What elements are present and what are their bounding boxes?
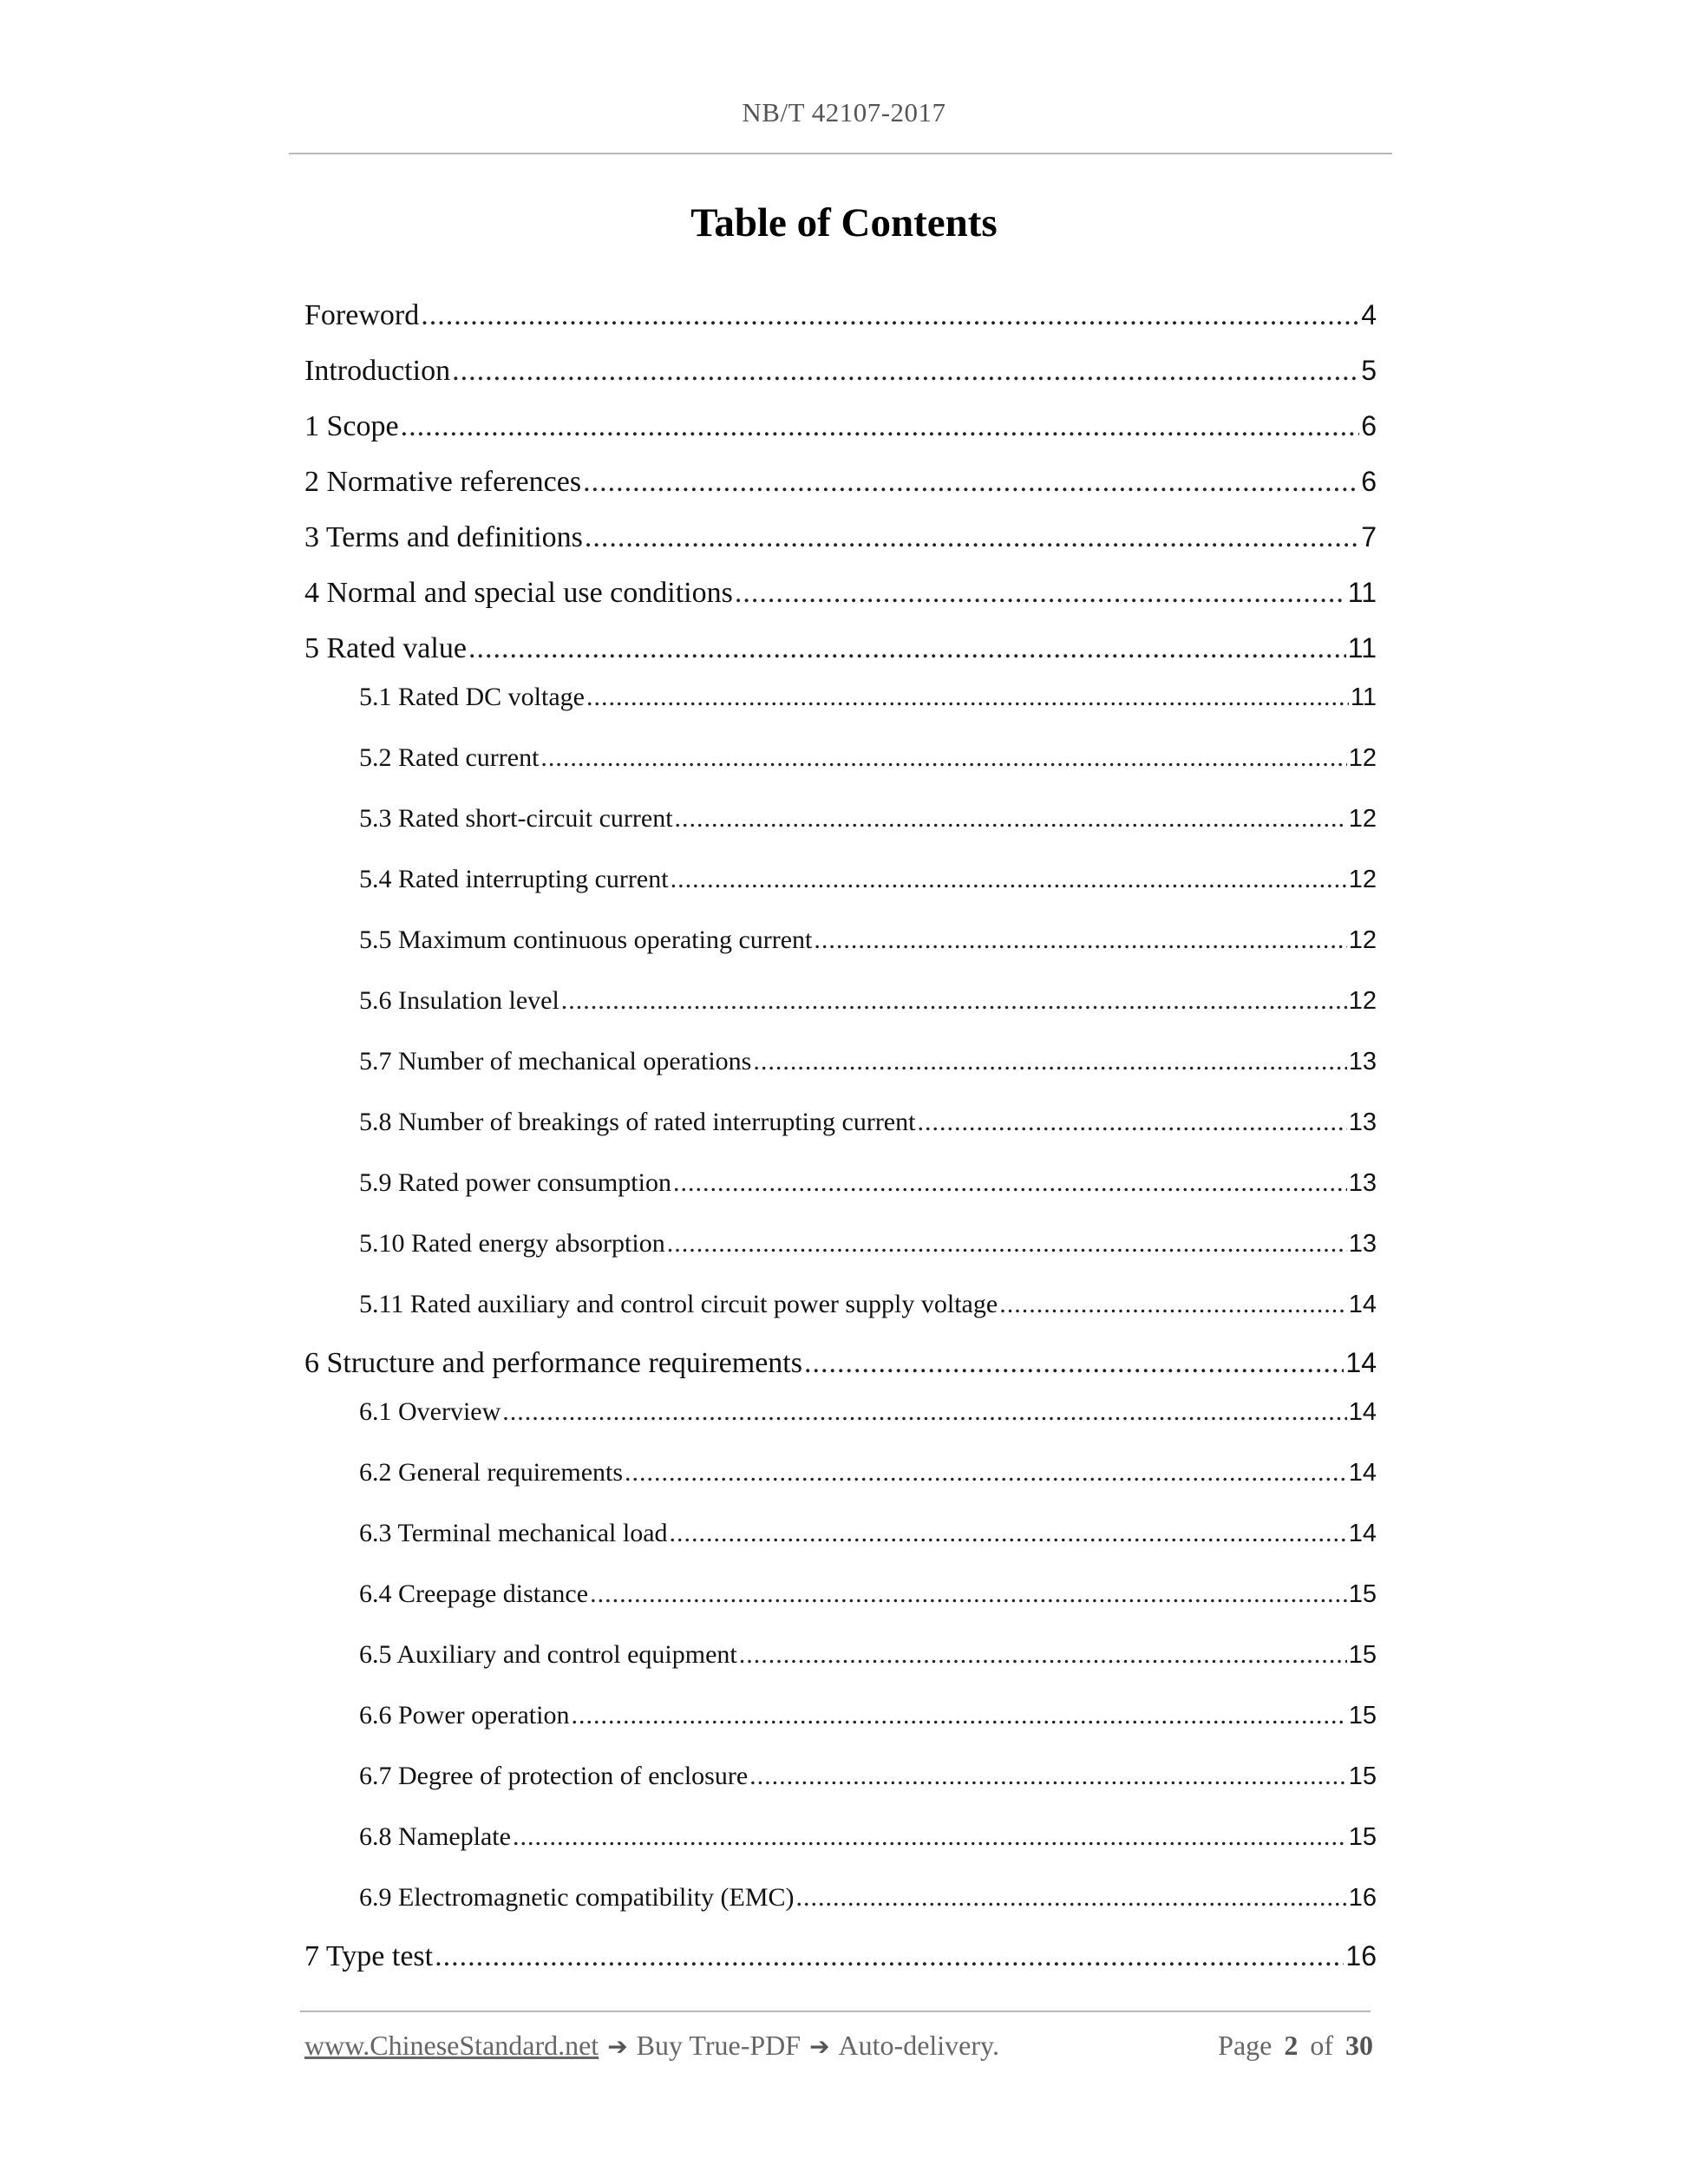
total-pages-number: 30 <box>1345 2030 1373 2061</box>
toc-page-number: 12 <box>1348 805 1377 833</box>
toc-entry[interactable] <box>304 355 1377 388</box>
page-number <box>1218 2030 1373 2062</box>
toc-entry-label: 2 Normative references <box>304 466 582 498</box>
toc-entry[interactable] <box>304 632 1377 665</box>
toc-dot-leader <box>670 1519 1347 1548</box>
toc-subentry[interactable] <box>359 1397 1377 1427</box>
toc-entry-label: 6.6 Power operation <box>359 1701 570 1730</box>
toc-subentry[interactable] <box>359 1640 1377 1670</box>
toc-entry-label: 5.9 Rated power consumption <box>359 1168 671 1197</box>
toc-subentry[interactable] <box>359 1822 1377 1852</box>
toc-page-number: 12 <box>1348 866 1377 893</box>
toc-entry-label: 5.3 Rated short-circuit current <box>359 804 673 833</box>
toc-entry-label: 6.5 Auxiliary and control equipment <box>359 1640 737 1669</box>
toc-page-number: 11 <box>1347 632 1377 664</box>
toc-subentry[interactable] <box>359 804 1377 834</box>
toc-page-number: 13 <box>1348 1108 1377 1136</box>
toc-entry-label: 5.8 Number of breakings of rated interrupting current <box>359 1108 916 1136</box>
toc-page-number: 6 <box>1361 466 1377 497</box>
toc-entry-label: 6.2 General requirements <box>359 1458 624 1487</box>
toc-page-number: 11 <box>1350 683 1377 711</box>
toc-page-number: 15 <box>1348 1702 1377 1730</box>
buy-true-pdf-text: Buy True-PDF <box>636 2030 801 2061</box>
toc-entry-label: 6.7 Degree of protection of enclosure <box>359 1762 749 1790</box>
toc-dot-leader <box>625 1458 1347 1488</box>
toc-dot-leader <box>585 521 1359 554</box>
toc-page-number: 15 <box>1348 1580 1377 1608</box>
toc-subentry[interactable] <box>359 1579 1377 1609</box>
toc-subentry[interactable] <box>359 683 1377 712</box>
toc-subentry[interactable] <box>359 1458 1377 1488</box>
toc-subentry[interactable] <box>359 1519 1377 1548</box>
toc-dot-leader <box>540 743 1346 773</box>
toc-dot-leader <box>421 299 1359 332</box>
toc-entry-label: Introduction <box>304 355 451 387</box>
toc-page-number: 14 <box>1348 1291 1377 1318</box>
header-divider <box>289 153 1392 154</box>
toc-dot-leader <box>667 1229 1347 1259</box>
toc-dot-leader <box>590 1579 1347 1609</box>
toc-entry-label: 5.10 Rated energy absorption <box>359 1229 665 1258</box>
toc-page-number: 5 <box>1361 355 1377 386</box>
toc-dot-leader <box>571 1701 1346 1730</box>
toc-entry-label: 6.1 Overview <box>359 1397 501 1426</box>
toc-page-number: 4 <box>1361 299 1377 330</box>
toc-subentry[interactable] <box>359 1762 1377 1791</box>
toc-dot-leader <box>452 355 1359 388</box>
toc-dot-leader <box>917 1108 1346 1137</box>
toc-entry-label: 4 Normal and special use conditions <box>304 577 733 609</box>
toc-entry-label: 5.1 Rated DC voltage <box>359 683 585 711</box>
toc-page-number: 14 <box>1345 1347 1377 1378</box>
toc-dot-leader <box>583 466 1359 499</box>
right-arrow-icon: ➔ <box>809 2032 830 2061</box>
toc-dot-leader <box>561 986 1347 1016</box>
right-arrow-icon: ➔ <box>607 2032 628 2061</box>
page-footer <box>304 2030 1373 2062</box>
toc-subentry[interactable] <box>359 1701 1377 1730</box>
toc-page-number: 15 <box>1348 1641 1377 1669</box>
current-page-number: 2 <box>1284 2030 1299 2061</box>
toc-entry[interactable] <box>304 521 1377 554</box>
toc-page-number: 16 <box>1345 1940 1377 1971</box>
toc-page-number: 15 <box>1348 1823 1377 1851</box>
toc-entry-label: 6.4 Creepage distance <box>359 1579 589 1608</box>
toc-subentry[interactable] <box>359 925 1377 955</box>
toc-page-number: 13 <box>1348 1169 1377 1197</box>
toc-page-number: 13 <box>1348 1230 1377 1258</box>
toc-page-number: 14 <box>1348 1520 1377 1547</box>
toc-dot-leader <box>749 1762 1347 1791</box>
toc-entry-label: 3 Terms and definitions <box>304 521 583 553</box>
toc-dot-leader <box>814 925 1346 955</box>
toc-entry[interactable] <box>304 466 1377 499</box>
toc-subentry[interactable] <box>359 1290 1377 1319</box>
toc-page-number: 14 <box>1348 1459 1377 1487</box>
toc-subentry[interactable] <box>359 1108 1377 1137</box>
toc-dot-leader <box>735 577 1346 610</box>
toc-entry[interactable] <box>304 577 1377 610</box>
toc-subentry[interactable] <box>359 1047 1377 1076</box>
toc-dot-leader <box>586 683 1349 712</box>
toc-dot-leader <box>673 1168 1347 1198</box>
toc-page-number: 12 <box>1348 926 1377 954</box>
toc-subentry[interactable] <box>359 865 1377 894</box>
toc-entry-label: 5 Rated value <box>304 632 467 664</box>
toc-subentry[interactable] <box>359 986 1377 1016</box>
toc-page-number: 14 <box>1348 1398 1377 1426</box>
toc-entry-label: 5.5 Maximum continuous operating current <box>359 925 813 954</box>
toc-subentry[interactable] <box>359 1229 1377 1259</box>
toc-subentry[interactable] <box>359 743 1377 773</box>
toc-page-number: 12 <box>1348 744 1377 772</box>
toc-page-number: 16 <box>1348 1884 1377 1912</box>
toc-page-number: 6 <box>1361 410 1377 441</box>
toc-entry-label: 6.3 Terminal mechanical load <box>359 1519 668 1547</box>
toc-page-number: 11 <box>1347 577 1377 608</box>
toc-entry-label: 1 Scope <box>304 410 399 442</box>
toc-page-number: 13 <box>1348 1048 1377 1076</box>
toc-dot-leader <box>739 1640 1347 1670</box>
toc-entry-label: 5.7 Number of mechanical operations <box>359 1047 752 1076</box>
toc-page-number: 15 <box>1348 1762 1377 1790</box>
page-of-word: of <box>1310 2030 1333 2061</box>
toc-subentry[interactable] <box>359 1168 1377 1198</box>
toc-page-number: 12 <box>1348 987 1377 1015</box>
toc-dot-leader <box>804 1347 1344 1380</box>
toc-dot-leader <box>401 410 1360 443</box>
toc-dot-leader <box>468 632 1346 665</box>
toc-dot-leader <box>753 1047 1346 1076</box>
toc-entry[interactable] <box>304 410 1377 443</box>
auto-delivery-text: Auto-delivery. <box>838 2030 999 2061</box>
chinese-standard-link[interactable]: www.ChineseStandard.net <box>304 2030 599 2061</box>
toc-entry[interactable] <box>304 299 1377 332</box>
toc-subentry[interactable] <box>359 1883 1377 1913</box>
footer-links <box>304 2030 999 2062</box>
toc-entry-label: 5.11 Rated auxiliary and control circuit power supply voltage <box>359 1290 998 1318</box>
page-word: Page <box>1218 2030 1273 2061</box>
toc-dot-leader <box>671 865 1347 894</box>
toc-entry-label: 5.4 Rated interrupting current <box>359 865 669 893</box>
toc-dot-leader <box>502 1397 1346 1427</box>
toc-entry-label: 6.9 Electromagnetic compatibility (EMC) <box>359 1883 795 1912</box>
toc-entry-label: Foreword <box>304 299 420 331</box>
toc-page-number: 7 <box>1361 521 1377 553</box>
toc-entry-label: 6.8 Nameplate <box>359 1822 511 1851</box>
toc-dot-leader <box>796 1883 1347 1913</box>
toc-dot-leader <box>999 1290 1347 1319</box>
toc-entry[interactable] <box>304 1347 1377 1380</box>
toc-title: Table of Contents <box>690 200 998 245</box>
toc-dot-leader <box>435 1940 1344 1973</box>
toc-dot-leader <box>513 1822 1347 1852</box>
toc-dot-leader <box>675 804 1347 834</box>
toc-entry-label: 7 Type test <box>304 1940 434 1972</box>
toc-entry-label: 5.6 Insulation level <box>359 986 559 1015</box>
running-header: NB/T 42107-2017 <box>742 97 946 128</box>
toc-entry[interactable] <box>304 1940 1377 1973</box>
toc-entry-label: 6 Structure and performance requirements <box>304 1347 802 1379</box>
footer-divider <box>300 2011 1371 2012</box>
toc-entry-label: 5.2 Rated current <box>359 743 540 772</box>
